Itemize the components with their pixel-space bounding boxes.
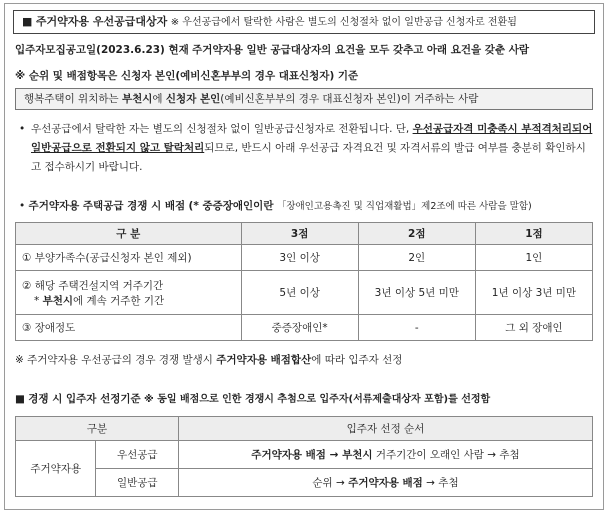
header-category: 구 분 — [16, 223, 242, 245]
square-marker-icon: ■ — [15, 393, 25, 405]
notice-suffix: 아래 요건을 갖춘 사람 — [426, 44, 530, 56]
square-marker-icon: ■ — [22, 15, 33, 28]
section1-note: 「장애인고용촉진 및 직업재활법」제2조에 따른 사람을 말함) — [276, 201, 532, 212]
box-prefix: 행복주택이 위치하는 — [24, 93, 119, 105]
section1-note-bold: (* 중증장애인이란 — [188, 200, 274, 212]
table-row — [16, 271, 593, 315]
residence-requirement-box — [15, 88, 593, 110]
box-city: 부천시 — [121, 93, 153, 105]
box-applicant: 신청자 본인 — [165, 93, 221, 105]
selection-table — [15, 416, 593, 497]
cell-2pt: - — [358, 315, 475, 341]
table-row — [16, 315, 593, 341]
table-row — [16, 469, 593, 497]
score-table — [15, 222, 593, 341]
table-row — [16, 441, 593, 469]
bullet-icon: • — [19, 123, 26, 135]
cell-1pt: 그 외 장애인 — [475, 315, 592, 341]
para-underline: 우선공급자격 미충족시 부적격처리되어 일반공급으로 전환되지 않고 탈락처리 — [31, 123, 593, 154]
row-label: ① 부양가족수(공급신청자 본인 제외) — [16, 245, 242, 271]
order-cell: 주거약자용 배점 → 부천시 거주기간이 오래인 사람 → 추첨 — [179, 441, 593, 469]
section1-title: 주거약자용 주택공급 경쟁 시 배점 — [28, 200, 186, 212]
cell-2pt: 3년 이상 5년 미만 — [358, 271, 475, 315]
notice-page — [4, 3, 604, 510]
cell-1pt: 1인 — [475, 245, 592, 271]
header-group: 구분 — [16, 417, 179, 441]
type-cell: 우선공급 — [96, 441, 179, 469]
para-text-1: 우선공급에서 탈락한 자는 별도의 신청절차 없이 일반공급신청자로 전환됩니다. 단, — [31, 123, 410, 135]
header-3pt: 3점 — [241, 223, 358, 245]
para-text-2: 되므로, 반드시 아래 우선공급 자격요건 및 자격서류의 발급 여부를 충분히 확인하시고 접수하시기 바랍니다. — [31, 142, 586, 173]
cell-2pt: 2인 — [358, 245, 475, 271]
criteria-line: ※ 순위 및 배점항목은 신청자 본인(예비신혼부부의 경우 대표신청자) 기준 — [15, 70, 359, 82]
cell-3pt: 3인 이상 — [241, 245, 358, 271]
box-suffix: (예비신혼부부의 경우 대표신청자 본인)이 거주하는 사람 — [220, 93, 479, 105]
cell-1pt: 1년 이상 3년 미만 — [475, 271, 592, 315]
box-mid: 에 — [152, 93, 163, 105]
notice-line — [15, 42, 529, 57]
table-row — [16, 245, 593, 271]
category-cell: 주거약자용 — [16, 441, 96, 497]
header-order: 입주자 선정 순서 — [179, 417, 593, 441]
order-cell: 순위 → 주거약자용 배점 → 추첨 — [179, 469, 593, 497]
cell-3pt: 5년 이상 — [241, 271, 358, 315]
bullet-icon: • — [19, 200, 26, 212]
section2-heading — [15, 390, 490, 406]
header-title: 주거약자용 우선공급대상자 — [35, 15, 168, 28]
footnote-prefix: ※ 주거약자용 우선공급의 경우 경쟁 발생시 — [15, 354, 213, 366]
section1-heading — [19, 198, 532, 213]
footnote-suffix: 에 따라 입주자 선정 — [311, 354, 403, 366]
header-2pt: 2점 — [358, 223, 475, 245]
notice-prefix: 입주자모집공고일(2023.6.23) 현재 — [15, 44, 189, 56]
row-label-line2: * 부천시에 계속 거주한 기간 — [34, 294, 165, 307]
section2-note: ※ 동일 배점으로 인한 경쟁시 추첨으로 입주자(서류제출대상자 포함)를 선정함 — [144, 394, 491, 405]
cell-3pt: 중증장애인* — [241, 315, 358, 341]
row-label-line1: ② 해당 주택건설지역 거주기간 — [22, 279, 164, 292]
footnote — [15, 352, 402, 367]
header-note: ※ 우선공급에서 탈락한 사람은 별도의 신청절차 없이 일반공급 신청자로 전환됨 — [170, 17, 517, 28]
type-cell: 일반공급 — [96, 469, 179, 497]
header-1pt: 1점 — [475, 223, 592, 245]
row-label: ③ 장애정도 — [16, 315, 242, 341]
notice-bold: 주거약자용 일반 공급대상자의 요건을 모두 갖추고 — [192, 44, 424, 56]
footnote-bold: 주거약자용 배점합산 — [216, 354, 312, 366]
section-header — [13, 10, 595, 34]
row-label — [16, 271, 242, 315]
transition-paragraph — [19, 120, 593, 177]
section2-title: 경쟁 시 입주자 선정기준 — [28, 393, 141, 405]
